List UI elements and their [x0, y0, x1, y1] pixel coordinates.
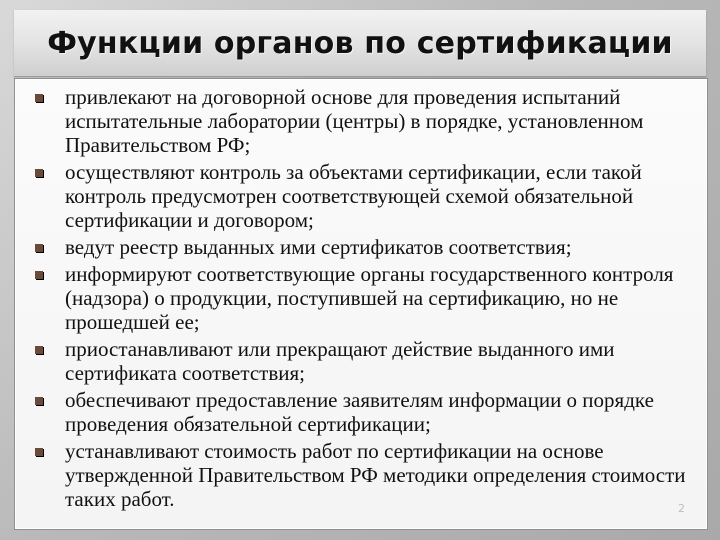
- square-bullet-icon: [35, 397, 43, 405]
- list-item: [35, 337, 695, 385]
- slide-title: Функции органов по сертификации: [47, 25, 673, 61]
- square-bullet-icon: [35, 169, 43, 177]
- bullet-list: [35, 85, 695, 514]
- square-bullet-icon: [35, 346, 43, 354]
- content-panel: [14, 78, 708, 530]
- square-bullet-icon: [35, 448, 43, 456]
- list-item-text: обеспечивают предоставление заявителям информации о порядке проведения обязательной сертификации;: [65, 388, 654, 436]
- list-item: [35, 262, 695, 334]
- page-number: 2: [678, 502, 685, 515]
- list-item-text: приостанавливают или прекращают действие выданного ими сертификата соответствия;: [65, 337, 615, 385]
- list-item-text: информируют соответствующие органы государственного контроля (надзора) о продукции, поступившей на сертификацию, но не прошедшей ее;: [65, 262, 674, 334]
- list-item: [35, 85, 695, 157]
- list-item: [35, 388, 695, 436]
- square-bullet-icon: [35, 244, 43, 252]
- square-bullet-icon: [35, 94, 43, 102]
- list-item: [35, 160, 695, 232]
- list-item: [35, 439, 695, 511]
- list-item-text: привлекают на договорной основе для проведения испытаний испытательные лаборатории (центры) в порядке, установленном Правительством РФ;: [65, 85, 644, 157]
- list-item-text: устанавливают стоимость работ по сертификации на основе утвержденной Правительством РФ методики определения стоимости таких работ.: [65, 439, 686, 511]
- list-item: [35, 235, 695, 259]
- square-bullet-icon: [35, 271, 43, 279]
- list-item-text: осуществляют контроль за объектами сертификации, если такой контроль предусмотрен соответствующей схемой обязательной сертификации и договором;: [65, 160, 642, 232]
- title-bar: [14, 10, 706, 77]
- list-item-text: ведут реестр выданных ими сертификатов соответствия;: [65, 235, 572, 259]
